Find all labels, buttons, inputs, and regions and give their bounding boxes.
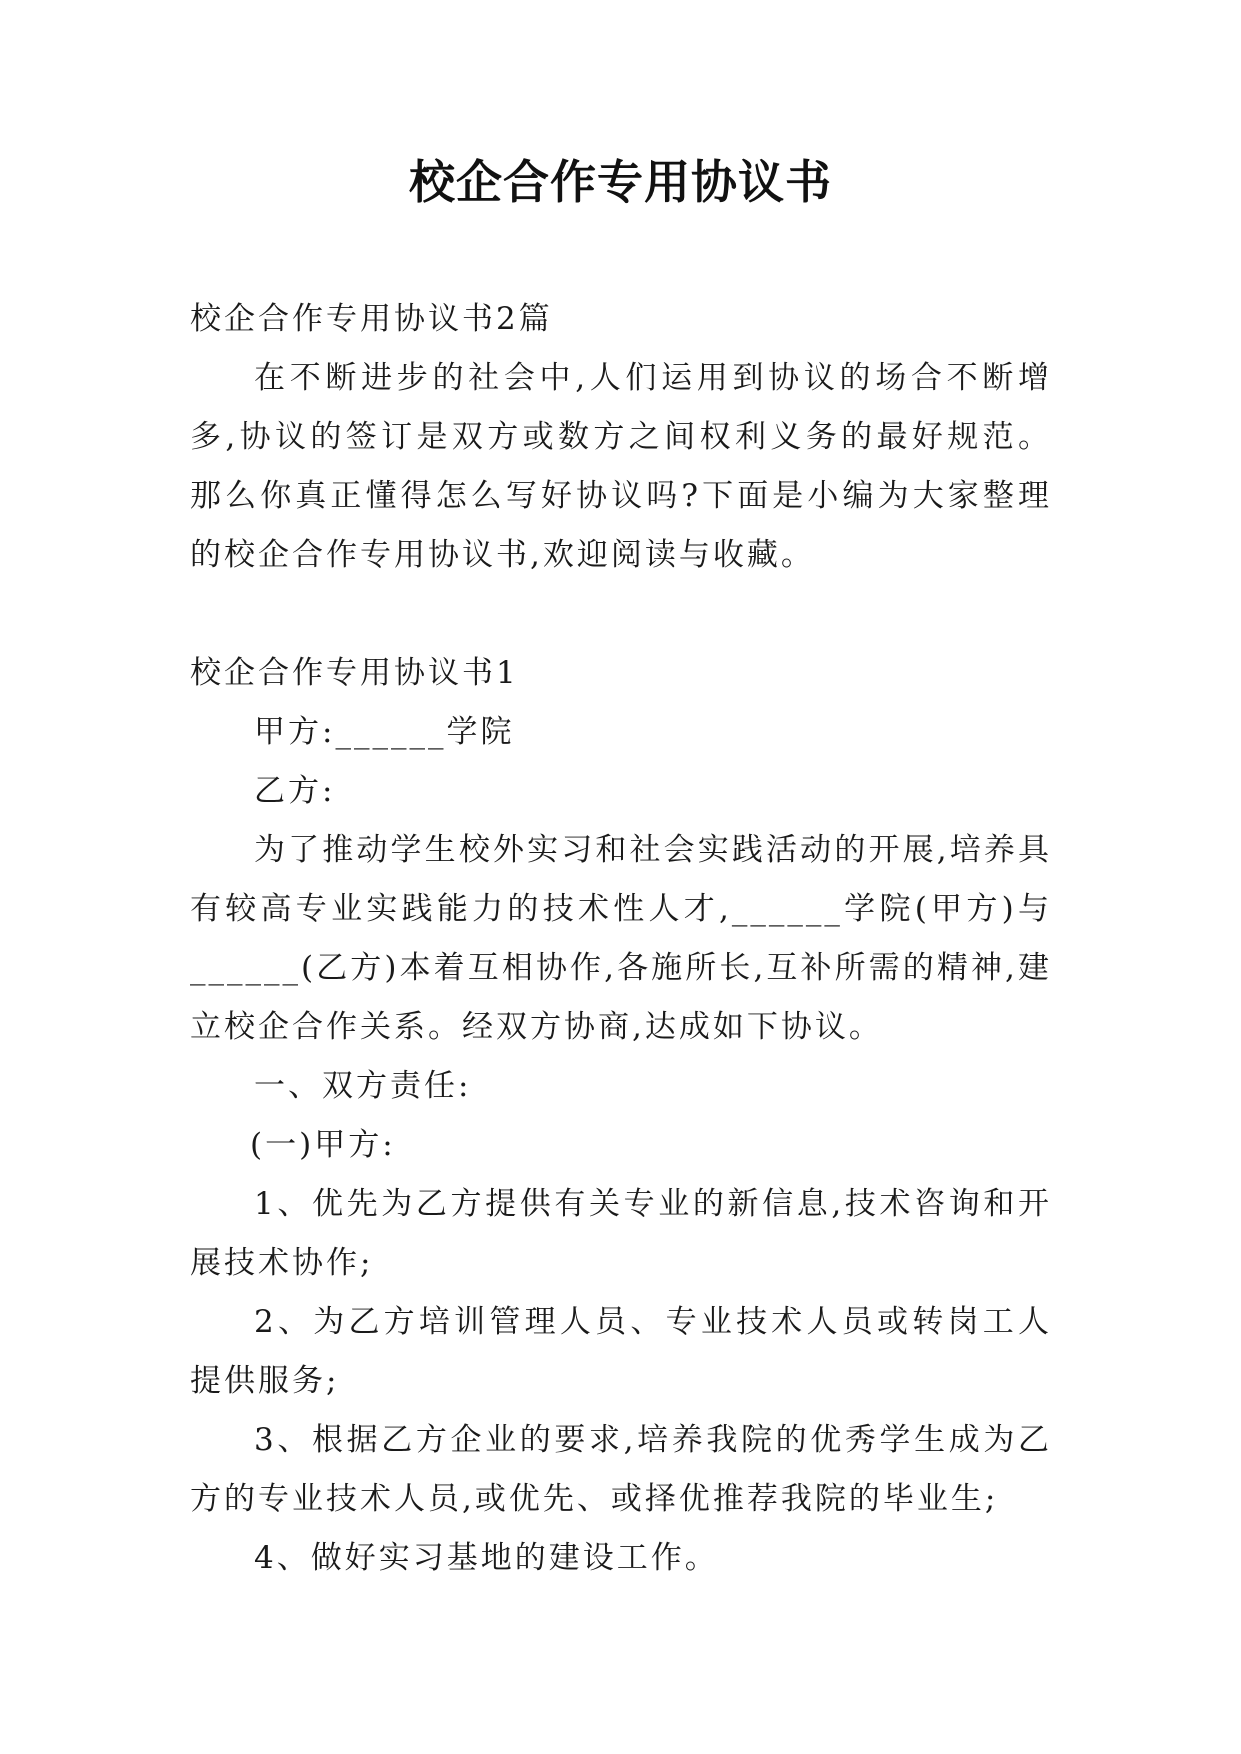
section-heading: 校企合作专用协议书1: [190, 655, 519, 691]
clause-item: 3、根据乙方企业的要求,培养我院的优秀学生成为乙方的专业技术人员,或优先、或择优推荐我院的毕业生;: [190, 1422, 1052, 1517]
party-b-line: 乙方:: [254, 773, 336, 809]
responsibilities-heading: 一、双方责任:: [254, 1068, 472, 1104]
purpose-paragraph: 为了推动学生校外实习和社会实践活动的开展,培养具有较高专业实践能力的技术性人才,______学院(甲方)与______(乙方)本着互相协作,各施所长,互补所需的精神,建立校企合作关系。经双方协商,达成如下协议。: [190, 832, 1052, 1045]
intro-paragraph: 在不断进步的社会中,人们运用到协议的场合不断增多,协议的签订是双方或数方之间权利义务的最好规范。那么你真正懂得怎么写好协议吗?下面是小编为大家整理的校企合作专用协议书,欢迎阅读与收藏。: [190, 360, 1052, 573]
subtitle-paragraph: 校企合作专用协议书2篇: [190, 301, 553, 337]
document-title: 校企合作专用协议书: [409, 155, 832, 209]
clause-item: 1、优先为乙方提供有关专业的新信息,技术咨询和开展技术协作;: [190, 1186, 1052, 1281]
party-a-line: 甲方:______学院: [254, 714, 515, 750]
clause-item: 2、为乙方培训管理人员、专业技术人员或转岗工人提供服务;: [190, 1304, 1052, 1399]
clause-item: 4、做好实习基地的建设工作。: [254, 1540, 719, 1576]
party-a-subheading: (一)甲方:: [250, 1127, 396, 1163]
document-body: [190, 290, 1052, 1588]
paragraph-spacer: [190, 585, 1052, 644]
